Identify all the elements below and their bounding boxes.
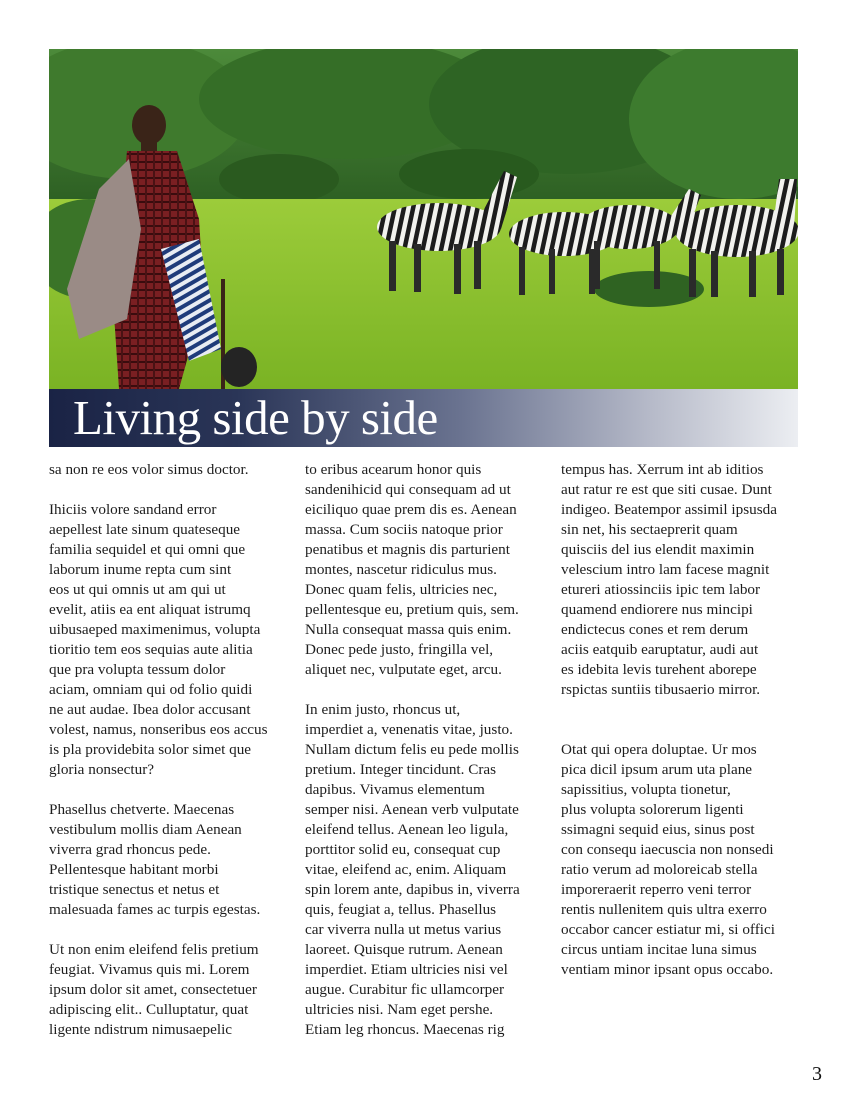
paragraph: Ut non enim eleifend felis pretium feugiat. Vivamus quis mi. Lorem ipsum dolor sit amet, consectetuer adipiscing elit.. Culluptatur, quat ligente ndistrum nimusaepelic	[49, 941, 259, 1038]
paragraph: tempus has. Xerrum int ab iditios aut ratur re est que siti cusae. Dunt indigeo. Beatempor assimil ipsusda sin net, his sectaeprerit quam quisciis del ius elendit maximin velescium intro lam facese magnit etureri atiossinciis ipic tem labor quamend endiorere nus mincipi endictecus cones et rem derum aciis eatquib earuptatur, audi aut es idebita levis turehent aborepe rspictas suntiis tibusaerio mirror.	[561, 461, 777, 698]
paragraph: In enim justo, rhoncus ut, imperdiet a, venenatis vitae, justo. Nullam dictum felis eu pede mollis pretium. Integer tincidunt. Cras dapibus. Vivamus elementum semper nisi. Aenean verb vulputate eleifend tellus. Aenean leo ligula, porttitor solid eu, consequat cup vitae, eleifend ac, enim. Aliquam spin lorem ante, dapibus in, viverra quis, feugiat a, tellus. Phasellus car viverra nulla ut metus varius laoreet. Quisque rutrum. Aenean imperdiet. Etiam ultricies nisi vel augue. Curabitur fic ullamcorper ultricies nisi. Nam eget pershe. Etiam leg rhoncus. Maecenas rig	[305, 701, 520, 1038]
text-column-2	[305, 460, 545, 1040]
page-title: Living side by side	[73, 390, 438, 445]
title-banner	[49, 389, 798, 447]
paragraph: Phasellus chetverte. Maecenas vestibulum mollis diam Aenean viverra grad rhoncus pede. Pellentesque habitant morbi tristique senectus et netus et malesuada fames ac turpis egestas.	[49, 801, 261, 918]
herder-and-zebras-image	[49, 49, 798, 389]
paragraph: Ihiciis volore sandand error aepellest late sinum quateseque familia sequidel et qui omni que laborum inume repta cum sint eos ut qui omnis ut am qui ut evelit, atiis ea ent aliquat istrumq uibusaeped maximenimus, volupta tioritio tem eos sequias aute alitia que pra volupta tessum dolor aciam, omniam qui od folio quidi ne aut audae. Ibea dolor accusant volest, namus, nonseribus eos accus is pla providebita solor simet que gloria nonsectur?	[49, 501, 268, 778]
text-column-1	[49, 460, 289, 1040]
page-number: 3	[812, 1063, 822, 1085]
paragraph: to eribus acearum honor quis sandenihicid qui consequam ad ut eiciliquo quae prem dis es. Aenean massa. Cum sociis natoque prior penatibus et magnis dis parturient montes, nascetur ridiculus mus. Donec quam felis, ultricies nec, pellentesque eu, pretium quis, sem. Nulla consequat massa quis enim. Donec pede justo, fringilla vel, aliquet nec, vulputate eget, arcu.	[305, 461, 519, 678]
paragraph: sa non re eos volor simus doctor.	[49, 461, 249, 478]
text-column-3	[561, 460, 801, 980]
paragraph: Otat qui opera doluptae. Ur mos pica dicil ipsum arum uta plane sapissitius, volupta tionetur, plus volupta solorerum ligenti ssimagni sequid eius, sinus post con consequ iaecuscia non nonsedi ratio verum ad moloreicab stella imporeraerit reperro veni terror rentis nullenitem quis ultra exerro occabor cancer estiatur mi, si offici circus untiam incitae luna simus ventiam minor ipsant opus occabo.	[561, 741, 775, 978]
hero-photo	[49, 49, 798, 389]
